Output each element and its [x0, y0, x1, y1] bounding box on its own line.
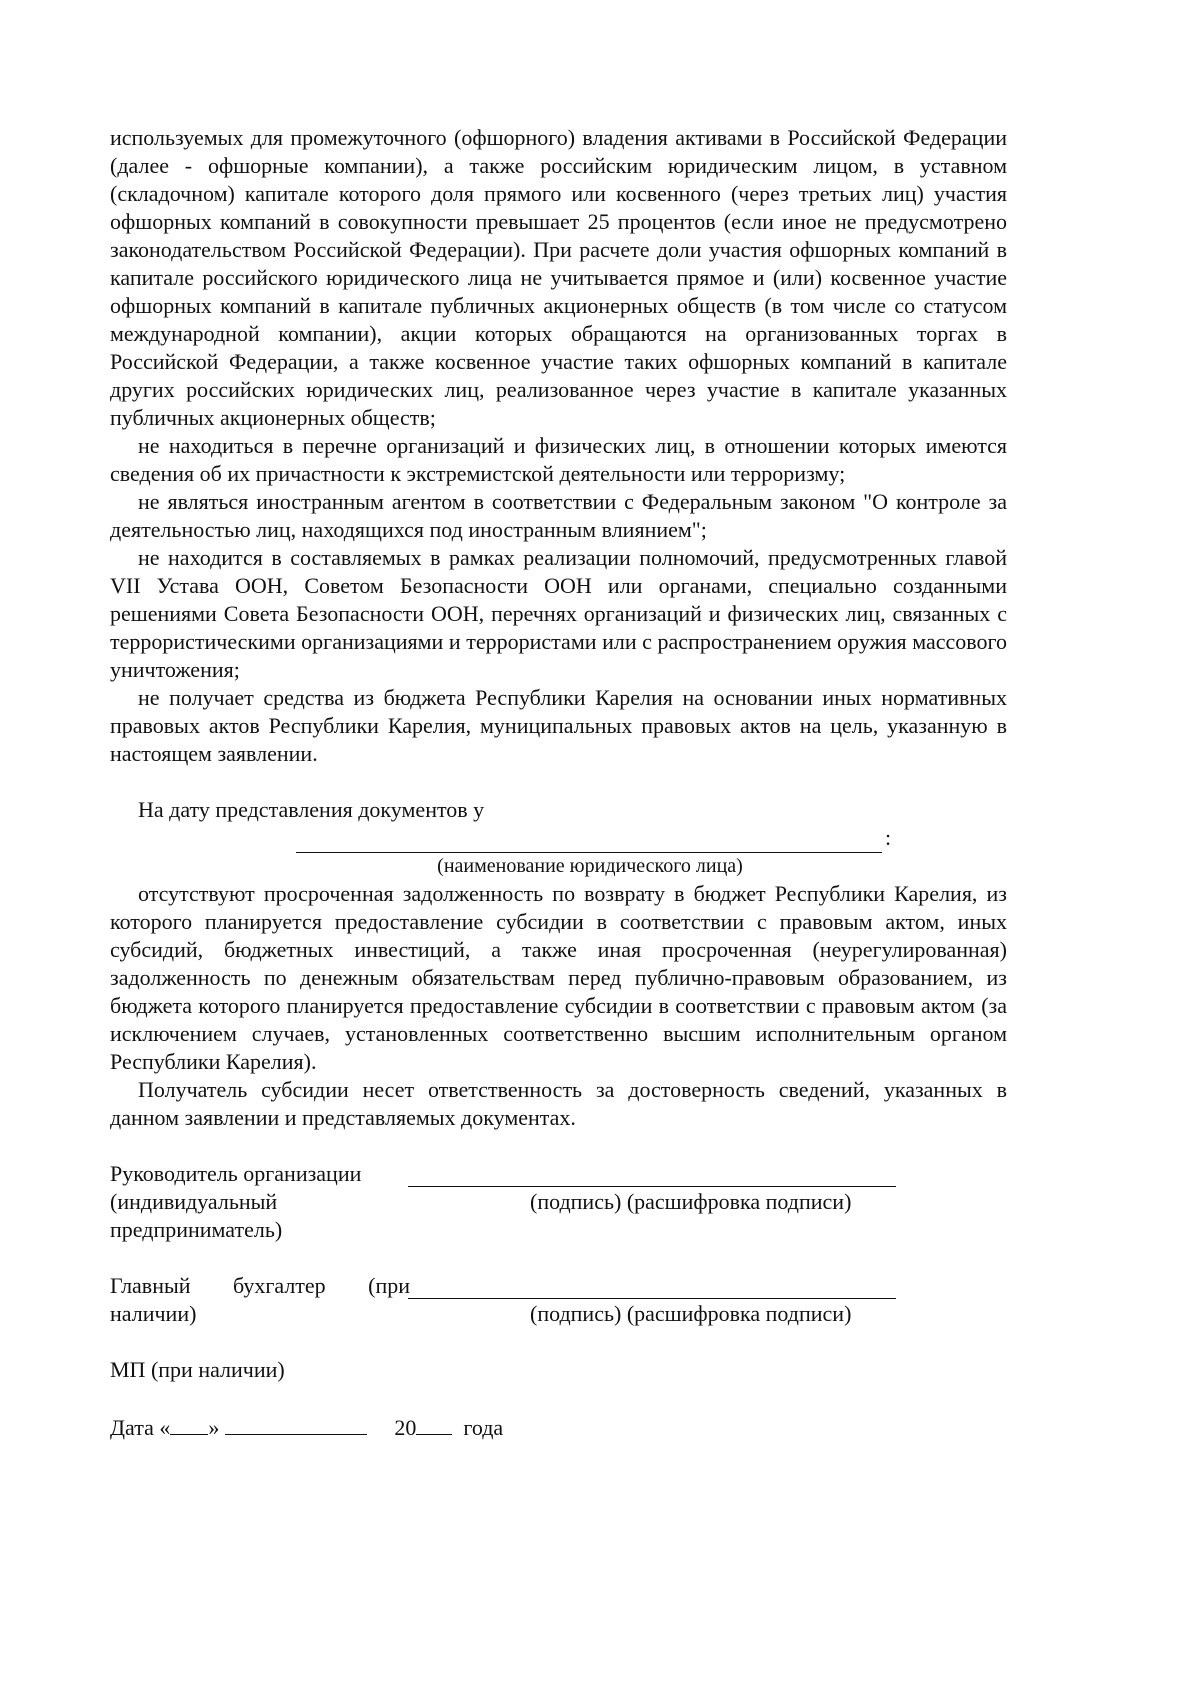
accountant-signature-line — [408, 1298, 896, 1299]
head-signature-block — [110, 1160, 1007, 1244]
paragraph-no-debt: отсутствуют просроченная задолженность по возврату в бюджет Республики Карелия, из которого планируется предоставление субсидии в соответствии с правовым актом, иных субсидий, бюджетных инвестиций, а также иная просроченная (неурегулированная) задолженность по денежным обязательствам перед публично-правовым образованием, из бюджета которого планируется предоставление субсидии в соответствии с правовым актом (за исключением случаев, установленных соответственно высшим исполнительным органом Республики Карелия). — [110, 881, 1007, 1074]
paragraph-un-sanctions: не находится в составляемых в рамках реализации полномочий, предусмотренных главой VII Устава ООН, Советом Безопасности ООН или органами, специально созданными решениями Совета Безопасности ООН, перечнях организаций и физических лиц, связанных с террористическими организациями и террористами или с распространением оружия массового уничтожения; — [110, 545, 1007, 682]
date-intro-text: На дату представления документов у — [138, 797, 485, 822]
head-signature-hint: (подпись) (расшифровка подписи) — [530, 1189, 852, 1214]
paragraph-extremism: не находиться в перечне организаций и физических лиц, в отношении которых имеются сведения об их причастности к экстремистской деятельности или терроризму; — [110, 433, 1007, 486]
entity-name-row — [110, 824, 1007, 852]
date-row — [110, 1412, 1007, 1442]
entity-name-line — [296, 824, 882, 853]
head-label-line-1: Руководитель организации — [110, 1161, 362, 1186]
stamp-text: МП (при наличии) — [110, 1357, 285, 1382]
head-label-line-3: предприниматель) — [110, 1217, 283, 1242]
date-year-word: года — [463, 1415, 504, 1440]
entity-colon: : — [885, 825, 892, 850]
paragraph-offshore: используемых для промежуточного (офшорного) владения активами в Российской Федерации (далее - офшорные компании), а также российским юридическим лицом, в уставном (складочном) капитале которого доля прямого или косвенного (через третьих лиц) участия офшорных компаний в совокупности превышает 25 процентов (если иное не предусмотрено законодательством Российской Федерации). При расчете доли участия офшорных компаний в капитале российского юридического лица не учитывается прямое и (или) косвенное участие офшорных компаний в капитале публичных акционерных обществ (в том числе со статусом международной компании), акции которых обращаются на организованных торгах в Российской Федерации, а также косвенное участие таких офшорных компаний в капитале других российских юридических лиц, реализованное через участие в капитале указанных публичных акционерных обществ; — [110, 125, 1007, 430]
entity-name-caption: (наименование юридического лица) — [437, 855, 743, 877]
accountant-signature-block — [110, 1272, 1007, 1328]
paragraph-no-other-funds: не получает средства из бюджета Республики Карелия на основании иных нормативных правовых актов Республики Карелия, муниципальных правовых актов на цель, указанную в настоящем заявлении. — [110, 685, 1007, 766]
accountant-signature-label — [110, 1272, 410, 1328]
accountant-label-line-2: наличии) — [110, 1301, 197, 1326]
date-close-quote: » — [208, 1415, 220, 1440]
head-label-line-2: (индивидуальный — [110, 1189, 278, 1214]
head-signature-line — [408, 1186, 896, 1187]
date-month-blank — [225, 1412, 367, 1435]
date-century: 20 — [394, 1415, 417, 1440]
date-year-blank — [416, 1412, 452, 1435]
date-label: Дата « — [110, 1415, 171, 1440]
spacer — [110, 1244, 1007, 1272]
date-day-blank — [170, 1412, 208, 1435]
accountant-signature-hint: (подпись) (расшифровка подписи) — [530, 1301, 852, 1326]
head-signature-label — [110, 1160, 410, 1244]
paragraph-responsibility: Получатель субсидии несет ответственность за достоверность сведений, указанных в данном заявлении и представляемых документах. — [110, 1077, 1007, 1130]
spacer — [110, 1384, 1007, 1412]
spacer — [110, 1132, 1007, 1160]
accountant-label-line-1: Главный бухгалтер (при — [110, 1273, 410, 1298]
spacer — [110, 1328, 1007, 1356]
spacer — [110, 768, 1007, 796]
paragraph-foreign-agent: не являться иностранным агентом в соответствии с Федеральным законом "О контроле за деятельностью лиц, находящихся под иностранным влиянием"; — [110, 489, 1007, 542]
document-page — [110, 124, 1007, 1442]
